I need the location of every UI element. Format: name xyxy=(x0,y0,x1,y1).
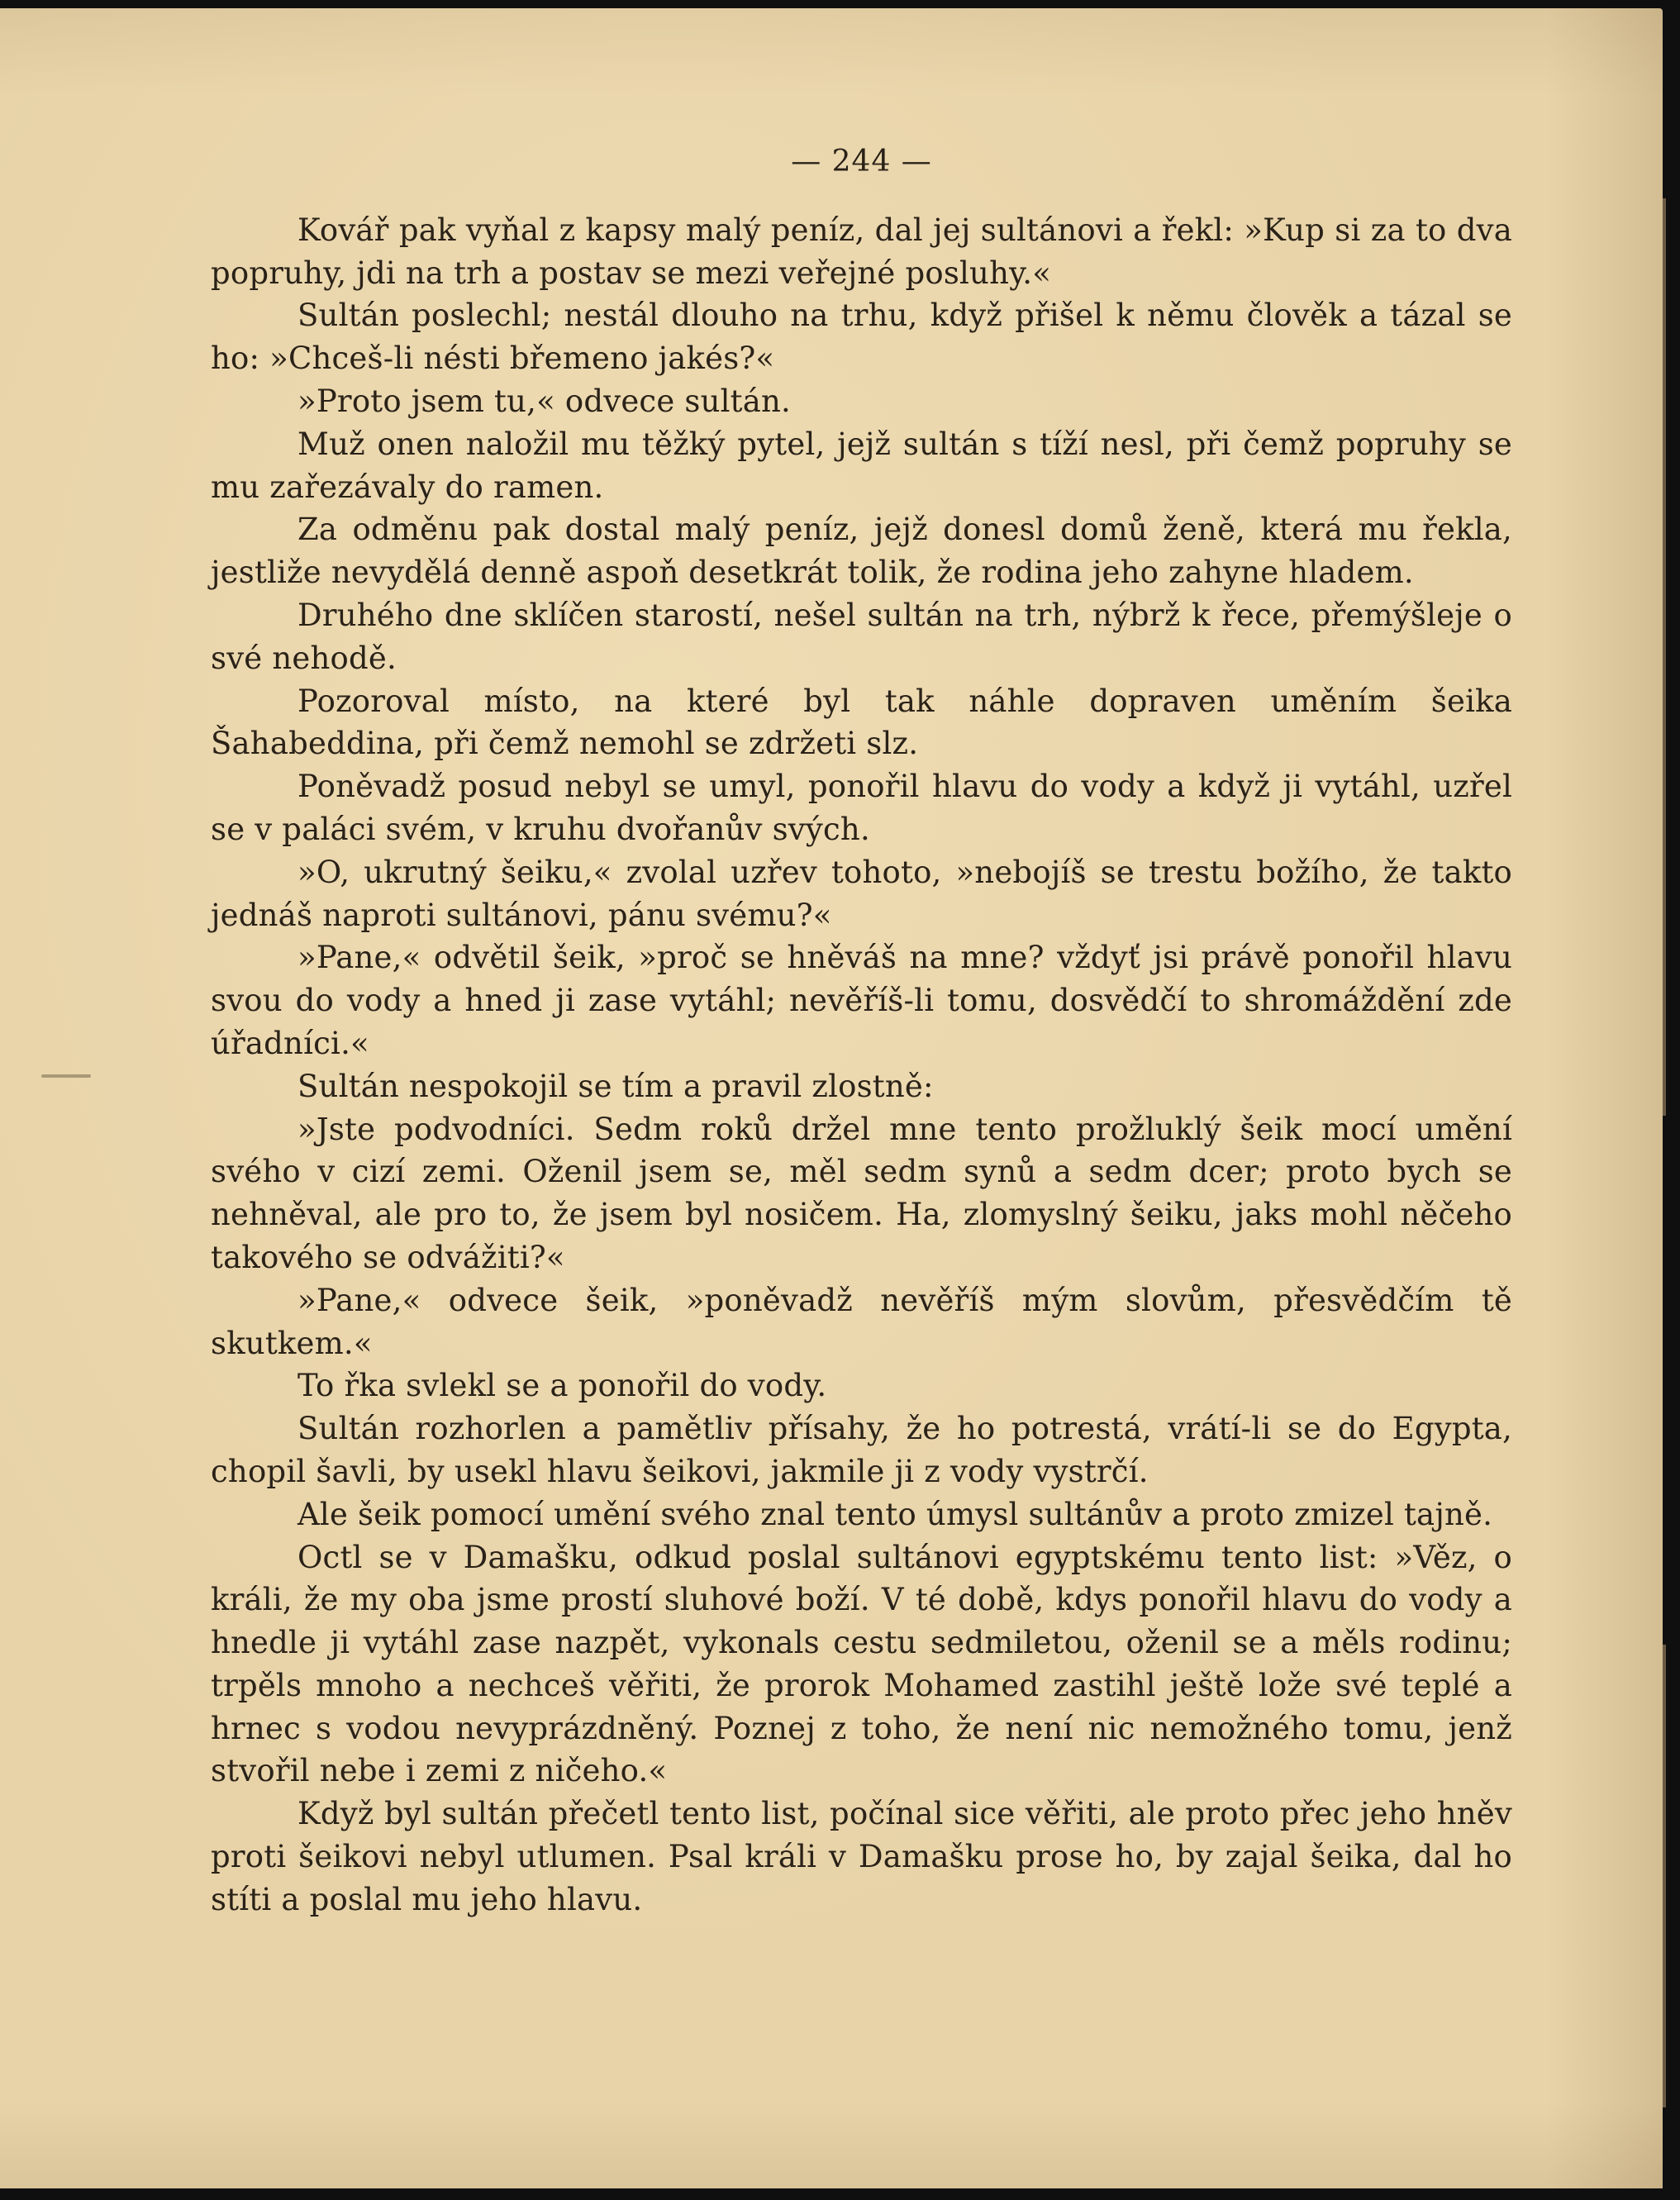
paragraph: Za odměnu pak dostal malý peníz, jejž donesl domů ženě, která mu řekla, jestliže nevydělá denně aspoň desetkrát tolik, že rodina jeho zahyne hladem. xyxy=(211,512,1512,591)
page-edge-mark xyxy=(41,1074,91,1078)
book-page xyxy=(0,8,1663,2188)
paragraph: »Jste podvodníci. Sedm roků držel mne tento prožluklý šeik mocí umění svého v cizí zemi. Oženil jsem se, měl sedm synů a sedm dcer; proto bych se nehněval, ale pro to, že jsem byl nosičem. Ha, zlomyslný šeiku, jaks mohl něčeho takového se odvážiti?« xyxy=(211,1111,1512,1275)
paragraph: Sultán rozhorlen a pamětliv přísahy, že ho potrestá, vrátí-li se do Egypta, chopil šavli, by usekl hlavu šeikovi, jakmile ji z vody vystrčí. xyxy=(211,1411,1512,1489)
paragraph: Octl se v Damašku, odkud poslal sultánovi egyptskému tento list: »Věz, o králi, že my oba jsme prostí sluhové boží. V té době, kdys ponořil hlavu do vody a hnedle ji vytáhl zase nazpět, vykonals cestu sedmiletou, oženil se a měls rodinu; trpěls mnoho a nechceš věřiti, že prorok Mohamed zastihl ještě lože své teplé a hrnec s vodou nevyprázdněný. Poznej z toho, že není nic nemožného tomu, jenž stvořil nebe i zemi z ničeho.« xyxy=(211,1539,1512,1789)
page-binding-edge xyxy=(1663,1645,1666,2107)
paragraph: Sultán poslechl; nestál dlouho na trhu, když přišel k němu člověk a tázal se ho: »Chceš-li nésti břemeno jakés?« xyxy=(211,298,1512,377)
paragraph: Druhého dne sklíčen starostí, nešel sultán na trh, nýbrž k řece, přemýšleje o své nehodě. xyxy=(211,597,1512,676)
paragraph: »Pane,« odvětil šeik, »proč se hněváš na mne? vždyť jsi právě ponořil hlavu svou do vody a hned ji zase vytáhl; nevěříš-li tomu, dosvědčí to shromáždění zde úřadníci.« xyxy=(211,940,1512,1061)
paragraph: »Proto jsem tu,« odvece sultán. xyxy=(297,383,791,419)
paragraph: Poněvadž posud nebyl se umyl, ponořil hlavu do vody a když ji vytáhl, uzřel se v paláci svém, v kruhu dvořanův svých. xyxy=(211,769,1512,847)
paragraph: Sultán nespokojil se tím a pravil zlostně: xyxy=(297,1068,934,1104)
paragraph: »Pane,« odvece šeik, »poněvadž nevěříš mým slovům, přesvědčím tě skutkem.« xyxy=(211,1282,1512,1361)
page-text xyxy=(211,140,1512,1921)
paragraph: Ale šeik pomocí umění svého znal tento úmysl sultánův a proto zmizel tajně. xyxy=(297,1496,1493,1532)
paragraph: Pozoroval místo, na které byl tak náhle dopraven uměním šeika Šahabeddina, při čemž nemohl se zdržeti slz. xyxy=(211,683,1512,762)
page-number: — 244 — xyxy=(791,145,932,179)
paragraph: To řka svlekl se a ponořil do vody. xyxy=(297,1368,827,1404)
paragraph: Když byl sultán přečetl tento list, počínal sice věřiti, ale proto přec jeho hněv proti šeikovi nebyl utlumen. Psal králi v Damašku prose ho, by zajal šeika, dal ho stíti a poslal mu jeho hlavu. xyxy=(211,1796,1512,1917)
paragraph: Muž onen naložil mu těžký pytel, jejž sultán s tíží nesl, při čemž popruhy se mu zařezávaly do ramen. xyxy=(211,426,1512,505)
paragraph: Kovář pak vyňal z kapsy malý peníz, dal jej sultánovi a řekl: »Kup si za to dva popruhy, jdi na trh a postav se mezi veřejné posluhy.« xyxy=(211,212,1512,291)
page-binding-edge xyxy=(1663,198,1666,1116)
paragraph: »O, ukrutný šeiku,« zvolal uzřev tohoto, »nebojíš se trestu božího, že takto jednáš naproti sultánovi, pánu svému?« xyxy=(211,854,1512,933)
